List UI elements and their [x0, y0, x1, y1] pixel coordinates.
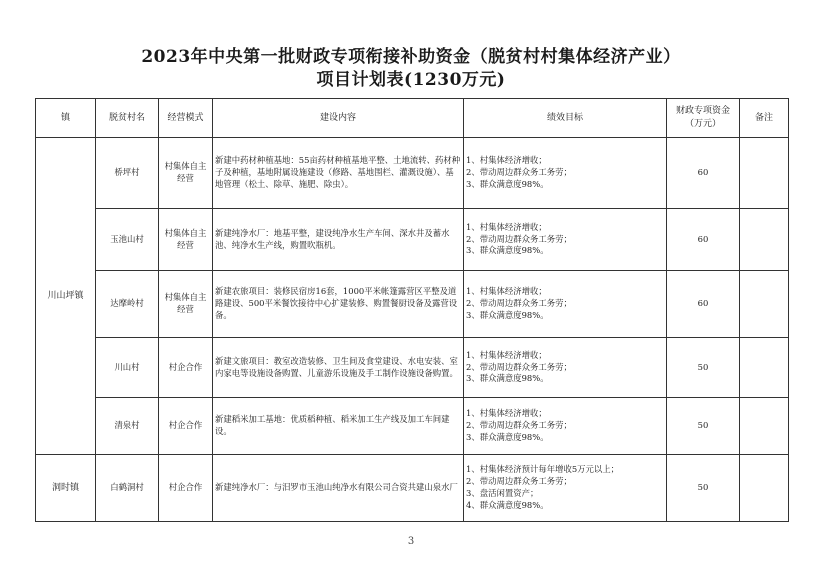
header-funds: 财政专项资金（万元） — [667, 99, 740, 138]
mode-cell: 村企合作 — [159, 398, 213, 455]
goal-line: 3、群众满意度98%。 — [466, 431, 549, 442]
funds-cell: 50 — [667, 455, 740, 522]
funds-cell: 60 — [667, 138, 740, 209]
note-cell — [740, 271, 789, 338]
page-number: 3 — [407, 536, 415, 547]
village-cell: 达摩岭村 — [96, 271, 159, 338]
content-cell: 新建稻米加工基地：优质稻种植、稻米加工生产线及加工车间建设。 — [213, 398, 464, 455]
goal-line: 2、带动周边群众务工务劳； — [466, 361, 572, 372]
goal-line: 2、带动周边群众务工务劳； — [466, 420, 572, 431]
mode-cell: 村集体自主经营 — [159, 138, 213, 209]
village-cell: 川山村 — [96, 338, 159, 398]
goal-line: 1、村集体经济增收； — [466, 221, 547, 232]
mode-cell: 村集体自主经营 — [159, 209, 213, 271]
village-cell: 白鹤洞村 — [96, 455, 159, 522]
mode-cell: 村集体自主经营 — [159, 271, 213, 338]
content-cell: 新建中药材种植基地：55亩药材种植基地平整、土地流转、药材种子及种植，基地附属设施建设（修路、基地围栏、灌溉设施）、基地管理（松土、除草、施肥、除虫）。 — [213, 138, 464, 209]
village-cell: 玉池山村 — [96, 209, 159, 271]
header-town: 镇 — [36, 99, 96, 138]
goal-line: 1、村集体经济增收； — [466, 349, 547, 360]
document-title-line2: 项目计划表(1230万元) — [316, 70, 506, 90]
goal-line: 1、村集体经济增收； — [466, 408, 547, 419]
project-plan-table — [35, 98, 789, 522]
note-cell — [740, 398, 789, 455]
village-cell: 清泉村 — [96, 398, 159, 455]
funds-cell: 50 — [667, 338, 740, 398]
goal-line: 3、群众满意度98%。 — [466, 245, 549, 256]
note-cell — [740, 138, 789, 209]
goal-line: 3、盘活闲置资产； — [466, 488, 539, 498]
table-header-row — [36, 99, 789, 138]
table-row — [36, 398, 789, 455]
goal-line: 2、带动周边群众务工务劳； — [466, 476, 572, 487]
content-cell: 新建纯净水厂：地基平整，建设纯净水生产车间、深水井及蓄水池、纯净水生产线，购置吹瓶机。 — [213, 209, 464, 271]
note-cell — [740, 338, 789, 398]
town-cell: 洞时镇 — [36, 455, 96, 522]
table-row — [36, 271, 789, 338]
header-village: 脱贫村名 — [96, 99, 159, 138]
goals-cell — [464, 271, 667, 338]
note-cell — [740, 209, 789, 271]
funds-cell: 50 — [667, 398, 740, 455]
funds-cell: 60 — [667, 209, 740, 271]
content-cell: 新建纯净水厂：与汨罗市玉池山纯净水有限公司合资共建山泉水厂 — [213, 455, 464, 522]
table-row — [36, 338, 789, 398]
goal-line: 1、村集体经济预计每年增收5万元以上； — [466, 464, 620, 475]
header-content: 建设内容 — [213, 99, 464, 138]
table-row — [36, 209, 789, 271]
table-row — [36, 455, 789, 522]
goal-line: 3、群众满意度98%。 — [466, 309, 549, 320]
table-row — [36, 138, 789, 209]
goals-cell — [464, 398, 667, 455]
mode-cell: 村企合作 — [159, 455, 213, 522]
goals-cell — [464, 338, 667, 398]
funds-cell: 60 — [667, 271, 740, 338]
goal-line: 1、村集体经济增收； — [466, 155, 547, 166]
goals-cell — [464, 455, 667, 522]
goal-line: 1、村集体经济增收； — [466, 286, 547, 297]
goal-line: 3、群众满意度98%。 — [466, 373, 549, 384]
goal-line: 2、带动周边群众务工务劳； — [466, 167, 572, 178]
note-cell — [740, 455, 789, 522]
goal-line: 3、群众满意度98%。 — [466, 178, 549, 189]
goal-line: 2、带动周边群众务工务劳； — [466, 298, 572, 309]
goals-cell — [464, 209, 667, 271]
goals-cell — [464, 138, 667, 209]
mode-cell: 村企合作 — [159, 338, 213, 398]
village-cell: 桥坪村 — [96, 138, 159, 209]
header-mode: 经营模式 — [159, 99, 213, 138]
content-cell: 新建农旅项目：装修民宿房16套，1000平米帐篷露营区平整及道路建设、500平米餐饮接待中心扩建装修、购置餐厨设备及露营设备。 — [213, 271, 464, 338]
header-note: 备注 — [740, 99, 789, 138]
goal-line: 4、群众满意度98%。 — [466, 499, 549, 510]
document-title-line1: 2023年中央第一批财政专项衔接补助资金（脱贫村村集体经济产业） — [141, 47, 681, 67]
town-cell: 川山坪镇 — [36, 138, 96, 455]
content-cell: 新建文旅项目：教室改造装修、卫生间及食堂建设、水电安装、室内家电等设施设备购置、儿童游乐设施及手工制作设施设备购置。 — [213, 338, 464, 398]
goal-line: 2、带动周边群众务工务劳； — [466, 233, 572, 244]
header-goals: 绩效目标 — [464, 99, 667, 138]
